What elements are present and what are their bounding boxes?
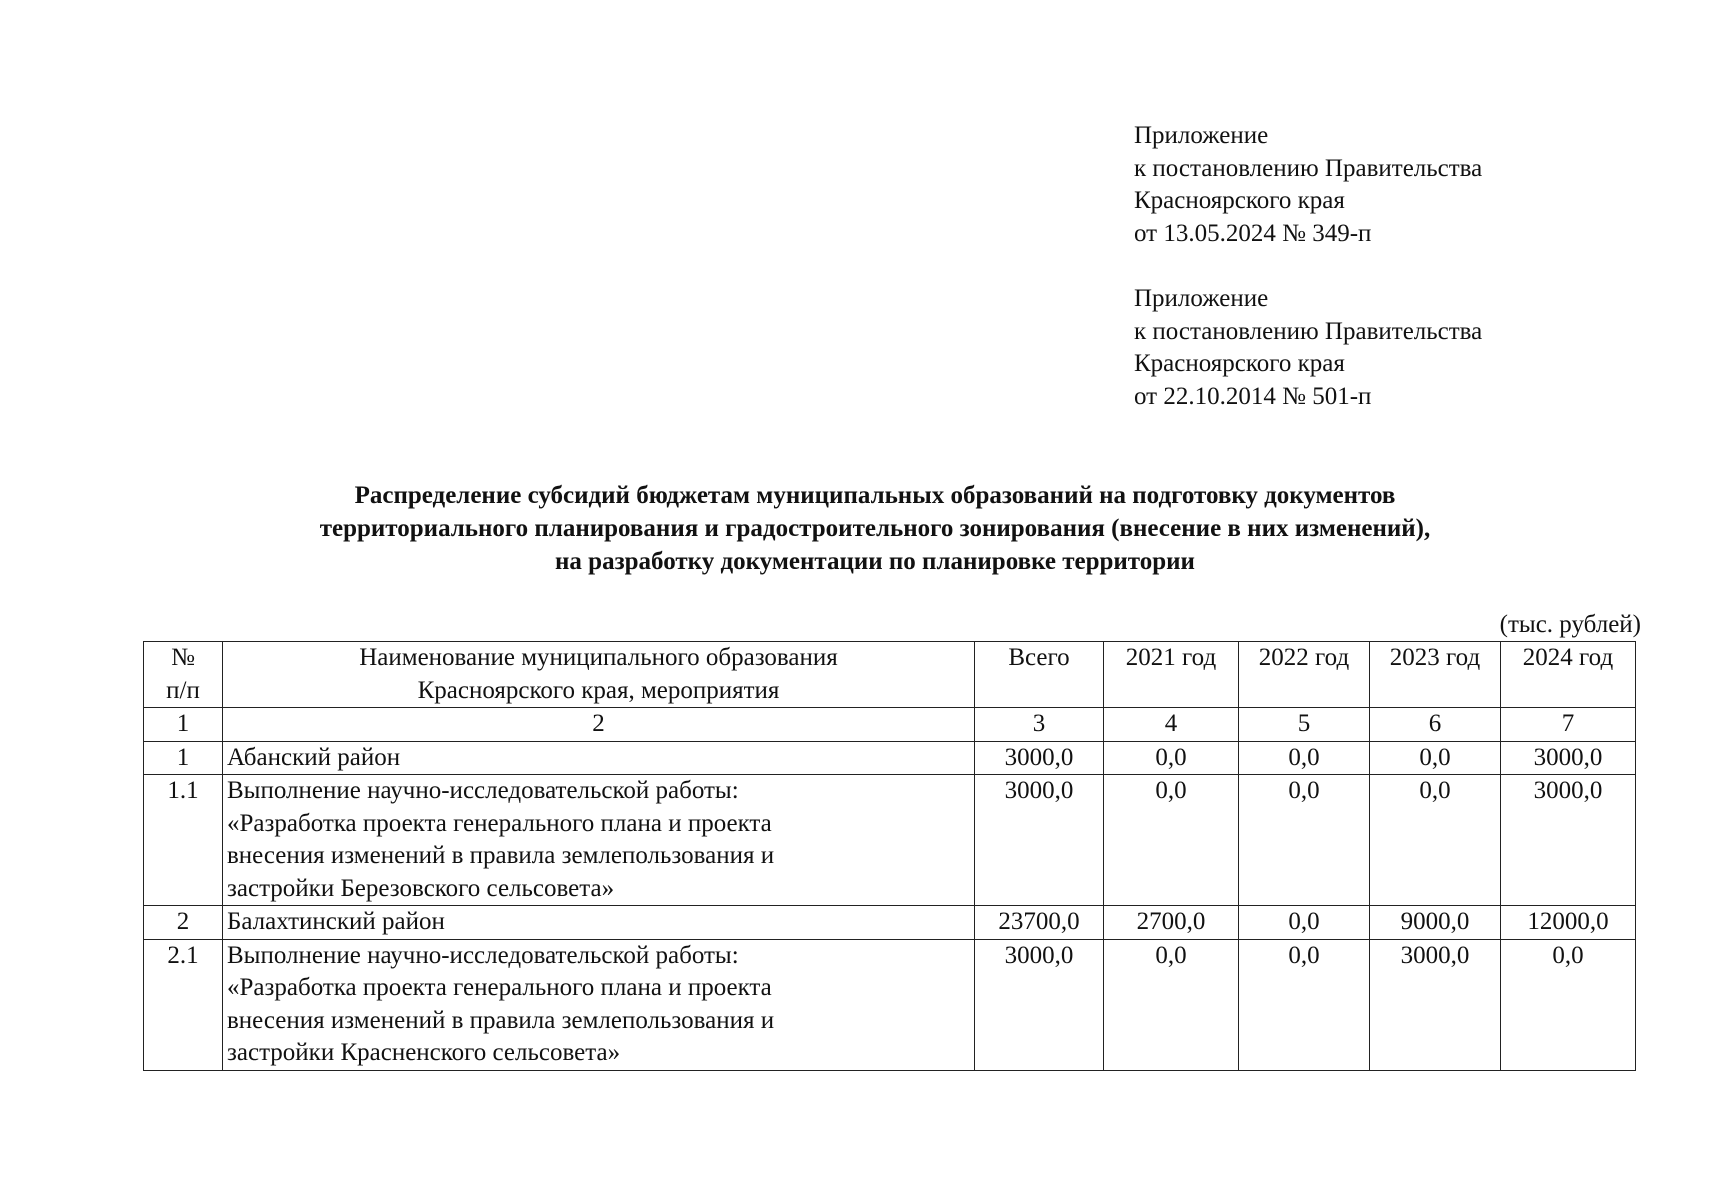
row-name-line: Абанский район: [227, 743, 401, 771]
header-text: Красноярского края, мероприятия: [417, 676, 780, 704]
column-index: 3: [975, 708, 1104, 742]
header-2024: 2024 год: [1501, 642, 1636, 708]
cell-2022: 0,0: [1239, 741, 1370, 775]
cell-2022: 0,0: [1239, 775, 1370, 906]
cell-total: 3000,0: [975, 939, 1104, 1070]
row-name-line: Выполнение научно-исследовательской работы:: [227, 777, 739, 804]
appendix-label: Приложение: [1134, 285, 1269, 312]
row-name-line: Балахтинский район: [227, 908, 445, 935]
units-label: (тыс. рублей): [1499, 611, 1641, 638]
title-line: территориального планирования и градостроительного зонирования (внесение в них изменений),: [319, 515, 1431, 542]
row-name-line: Выполнение научно-исследовательской работы:: [227, 941, 739, 969]
appendix-line: Красноярского края: [1134, 350, 1345, 377]
header-text: п/п: [166, 676, 200, 704]
row-name: [223, 939, 975, 1070]
table-row: [144, 939, 1636, 1070]
column-index: 5: [1239, 708, 1370, 742]
column-index: 4: [1104, 708, 1239, 742]
column-index: 7: [1501, 708, 1636, 742]
row-name-line: застройки Березовского сельсовета»: [227, 874, 615, 902]
subsidy-table: [143, 641, 1636, 1071]
appendix-label: Приложение: [1134, 122, 1269, 149]
cell-2022: 0,0: [1239, 906, 1370, 940]
header-2023: 2023 год: [1370, 642, 1501, 708]
cell-2024: 12000,0: [1501, 906, 1636, 940]
title-line: Распределение субсидий бюджетам муниципальных образований на подготовку документов: [354, 482, 1396, 509]
row-name: [223, 741, 975, 775]
appendix-date: от 13.05.2024 № 349-п: [1134, 219, 1372, 247]
appendix-block-original: [1134, 283, 1694, 413]
row-name-line: застройки Красненского сельсовета»: [227, 1039, 621, 1066]
header-name: [223, 642, 975, 708]
column-index: 1: [144, 708, 223, 742]
header-text: №: [171, 644, 195, 671]
cell-2024: 3000,0: [1501, 775, 1636, 906]
header-number: [144, 642, 223, 708]
cell-2021: 0,0: [1104, 741, 1239, 775]
cell-2024: 0,0: [1501, 939, 1636, 1070]
row-name: [223, 775, 975, 906]
cell-2023: 0,0: [1370, 741, 1501, 775]
cell-total: 3000,0: [975, 741, 1104, 775]
row-name-line: «Разработка проекта генерального плана и проекта: [227, 809, 772, 837]
row-number: 2: [144, 906, 223, 940]
cell-2023: 0,0: [1370, 775, 1501, 906]
column-index: 2: [223, 708, 975, 742]
appendix-date: от 22.10.2014 № 501-п: [1134, 382, 1372, 410]
table-row: [144, 741, 1636, 775]
cell-2021: 0,0: [1104, 775, 1239, 906]
header-2021: 2021 год: [1104, 642, 1239, 708]
table-row: [144, 906, 1636, 940]
appendix-line: к постановлению Правительства: [1134, 154, 1483, 182]
appendix-block-current: [1134, 120, 1694, 250]
cell-2021: 2700,0: [1104, 906, 1239, 940]
row-name-line: внесения изменений в правила землепользования и: [227, 1006, 775, 1034]
column-index: 6: [1370, 708, 1501, 742]
document-title: [140, 479, 1610, 578]
header-text: Наименование муниципального образования: [359, 644, 838, 671]
row-number: 1.1: [144, 775, 223, 906]
cell-total: 23700,0: [975, 906, 1104, 940]
cell-2022: 0,0: [1239, 939, 1370, 1070]
cell-2021: 0,0: [1104, 939, 1239, 1070]
row-name-line: «Разработка проекта генерального плана и проекта: [227, 974, 772, 1001]
appendix-line: к постановлению Правительства: [1134, 317, 1483, 345]
column-index-row: [144, 708, 1636, 742]
row-number: 2.1: [144, 939, 223, 1070]
cell-total: 3000,0: [975, 775, 1104, 906]
title-line: на разработку документации по планировке территории: [555, 548, 1195, 575]
table-row: [144, 775, 1636, 906]
row-number: 1: [144, 741, 223, 775]
cell-2023: 9000,0: [1370, 906, 1501, 940]
header-total: Всего: [975, 642, 1104, 708]
cell-2024: 3000,0: [1501, 741, 1636, 775]
appendix-line: Красноярского края: [1134, 187, 1345, 214]
row-name-line: внесения изменений в правила землепользования и: [227, 842, 775, 869]
header-row: [144, 642, 1636, 708]
row-name: [223, 906, 975, 940]
cell-2023: 3000,0: [1370, 939, 1501, 1070]
header-2022: 2022 год: [1239, 642, 1370, 708]
